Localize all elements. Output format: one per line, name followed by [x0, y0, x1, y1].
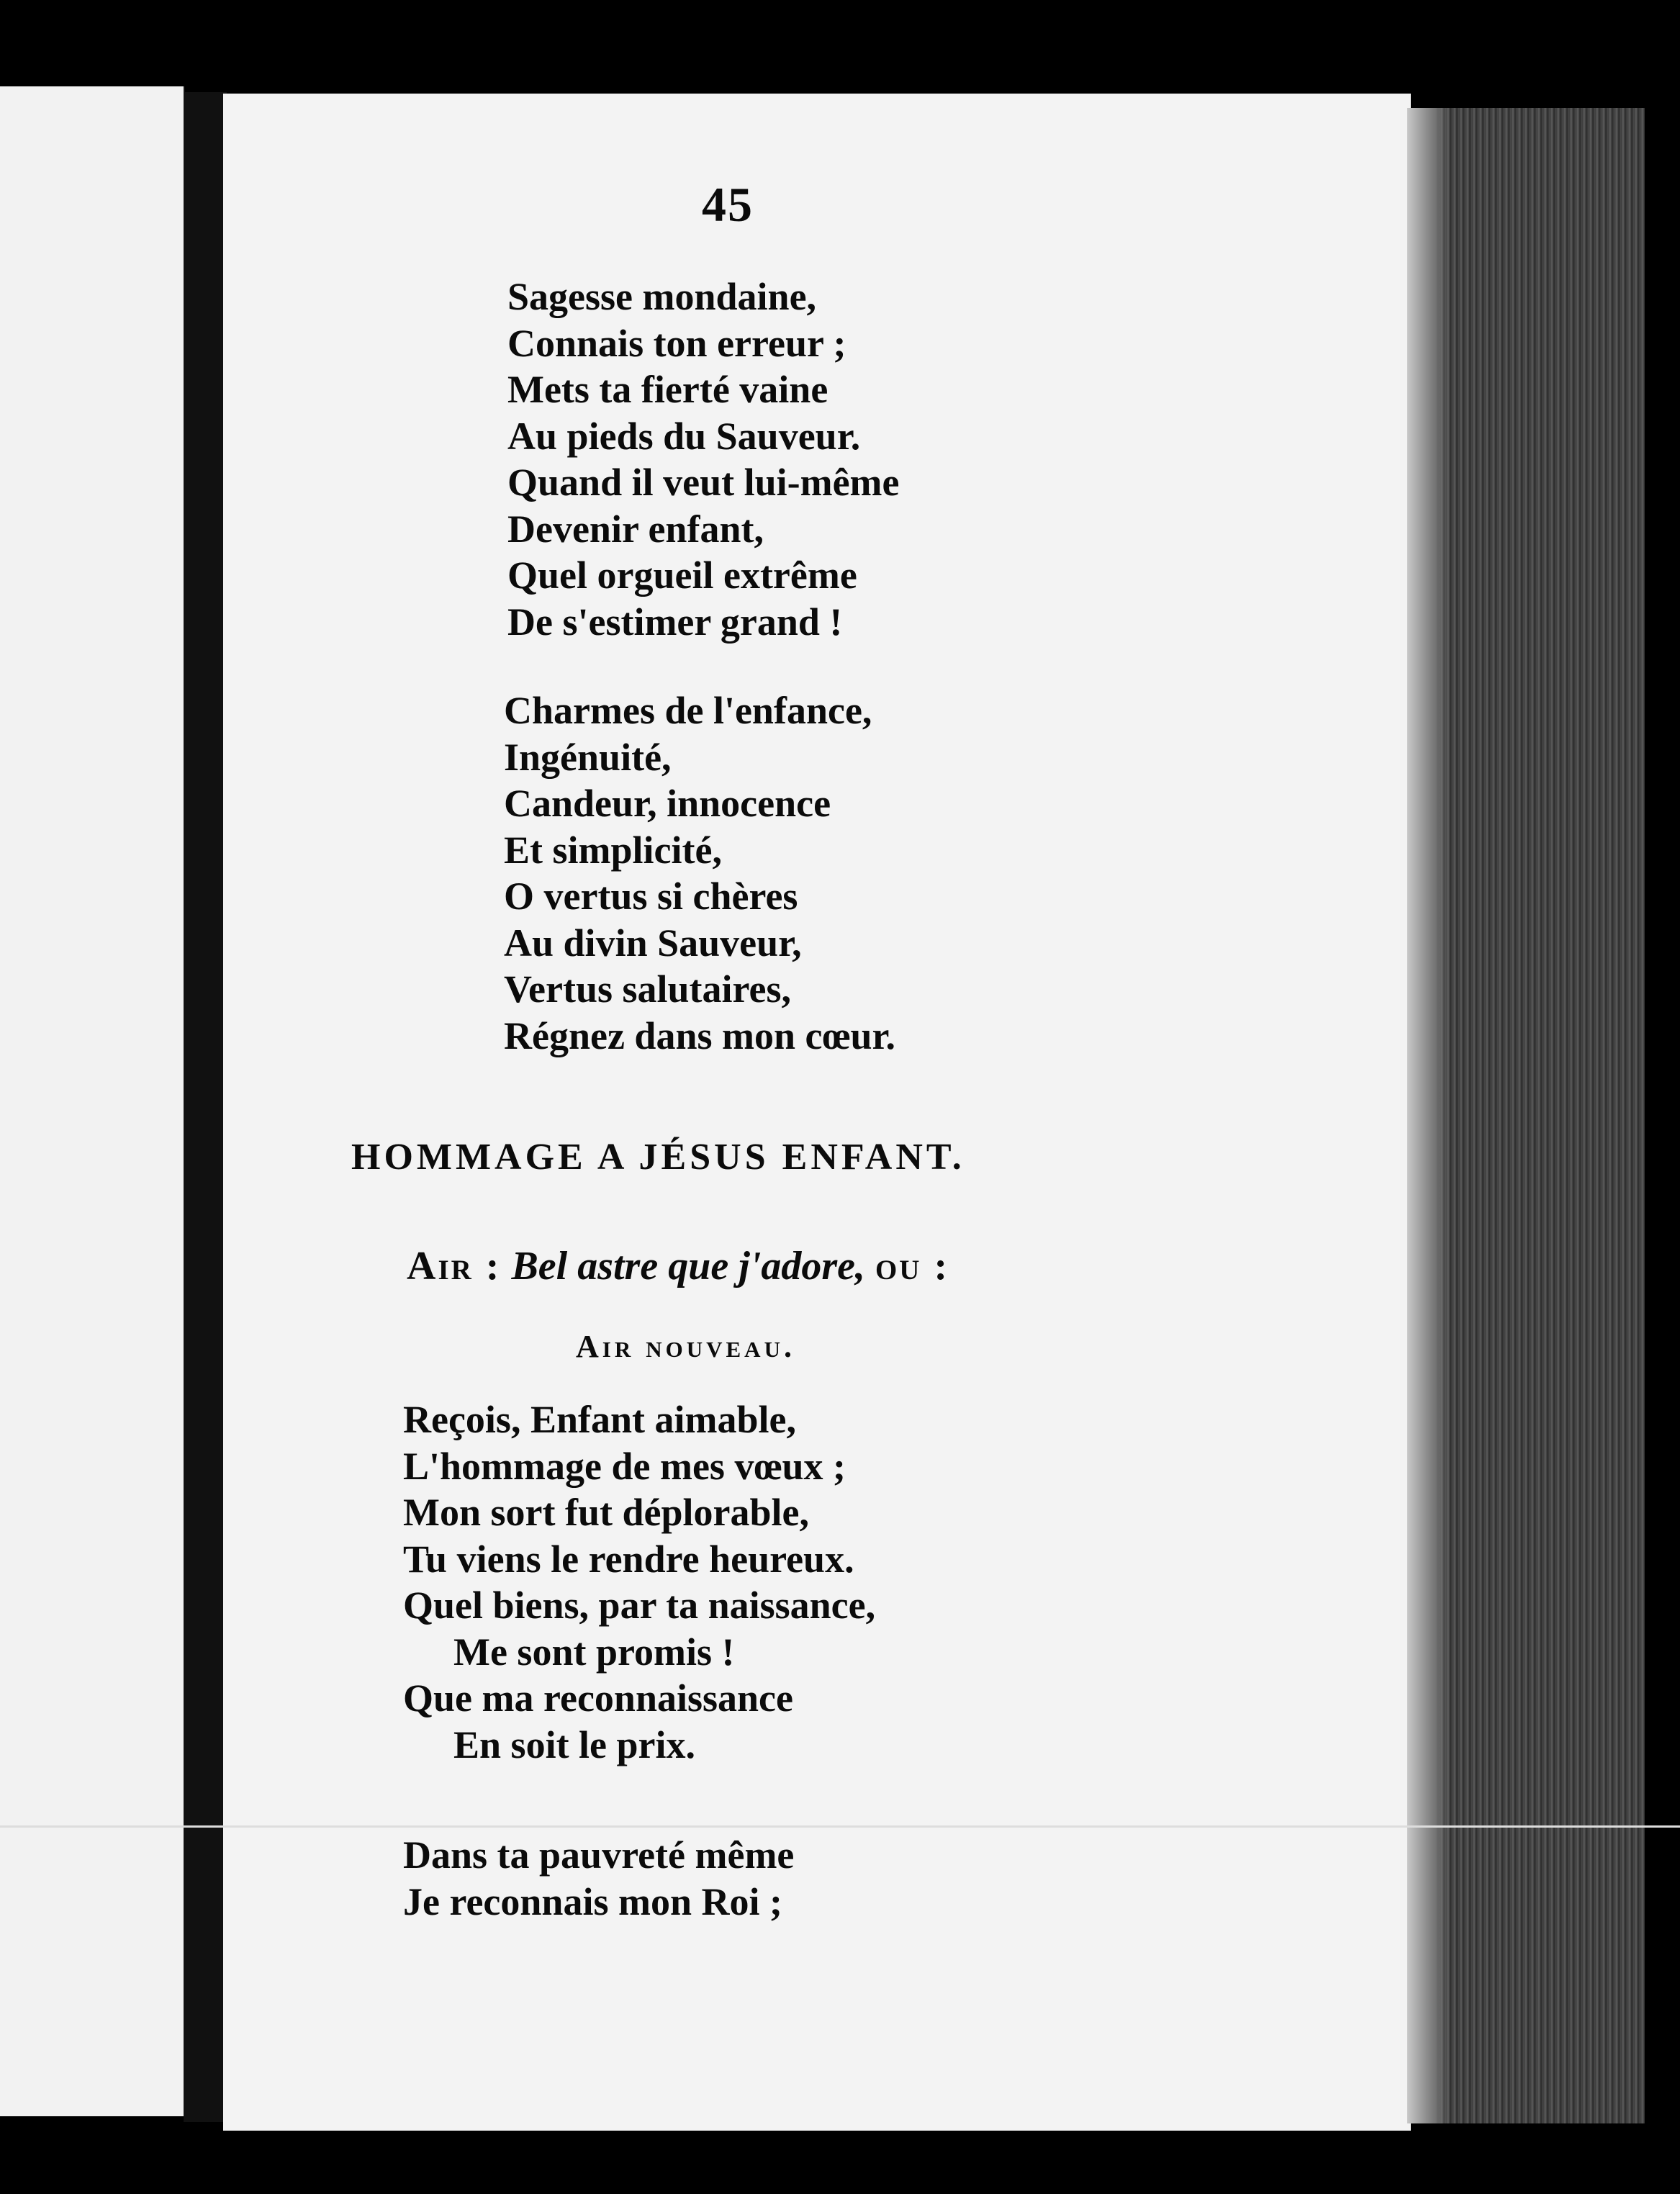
stanza-4 — [403, 1832, 794, 1925]
verse-line: Charmes de l'enfance, — [504, 689, 872, 732]
tune-indication — [407, 1243, 949, 1289]
verse-line: Quand il veut lui-même — [507, 461, 900, 504]
verse-line: De s'estimer grand ! — [507, 600, 843, 644]
hymn-title: HOMMAGE A JÉSUS ENFANT. — [351, 1137, 965, 1178]
verse-line: Mon sort fut déplorable, — [403, 1491, 809, 1534]
stanza-2 — [504, 687, 895, 1059]
or-label: ou : — [875, 1244, 950, 1288]
page-number: 45 — [702, 177, 754, 232]
verse-line: Tu viens le rendre heureux. — [403, 1537, 854, 1581]
verse-line: Candeur, innocence — [504, 782, 831, 825]
verse-line: Sagesse mondaine, — [507, 275, 817, 318]
verse-line: Régnez dans mon cœur. — [504, 1014, 896, 1057]
scan-line — [0, 1825, 1680, 1828]
stanza-1 — [507, 274, 900, 645]
verse-line: Devenir enfant, — [507, 507, 764, 551]
page-edge-shade — [1407, 108, 1450, 2123]
verse-line: Me sont promis ! — [453, 1630, 735, 1674]
verse-line: Au pieds du Sauveur. — [507, 414, 861, 458]
tune-name: Bel astre que j'adore, — [511, 1244, 865, 1288]
verse-line: Mets ta fierté vaine — [507, 368, 828, 411]
verse-line: Quel biens, par ta naissance, — [403, 1584, 876, 1627]
verse-line: En soit le prix. — [453, 1723, 696, 1766]
verse-line: O vertus si chères — [504, 875, 798, 918]
verse-line: Ingénuité, — [504, 735, 672, 779]
facing-page-left — [0, 86, 185, 2116]
stanza-3 — [403, 1396, 875, 1768]
verse-line: Dans ta pauvreté même — [403, 1833, 795, 1877]
verse-line: Que ma reconnaissance — [403, 1676, 793, 1720]
verse-line: Au divin Sauveur, — [504, 921, 802, 965]
verse-line: Reçois, Enfant aimable, — [403, 1398, 796, 1441]
verse-line: Quel orgueil extrême — [507, 554, 857, 597]
verse-line: L'hommage de mes vœux ; — [403, 1444, 846, 1488]
verse-line: Je reconnais mon Roi ; — [403, 1879, 782, 1923]
book-gutter — [184, 92, 227, 2122]
verse-line: Connais ton erreur ; — [507, 321, 846, 365]
verse-line: Et simplicité, — [504, 828, 722, 872]
verse-line: Vertus salutaires, — [504, 967, 792, 1011]
air-label: Air : — [407, 1244, 502, 1288]
alternative-tune: Air nouveau. — [576, 1329, 795, 1364]
